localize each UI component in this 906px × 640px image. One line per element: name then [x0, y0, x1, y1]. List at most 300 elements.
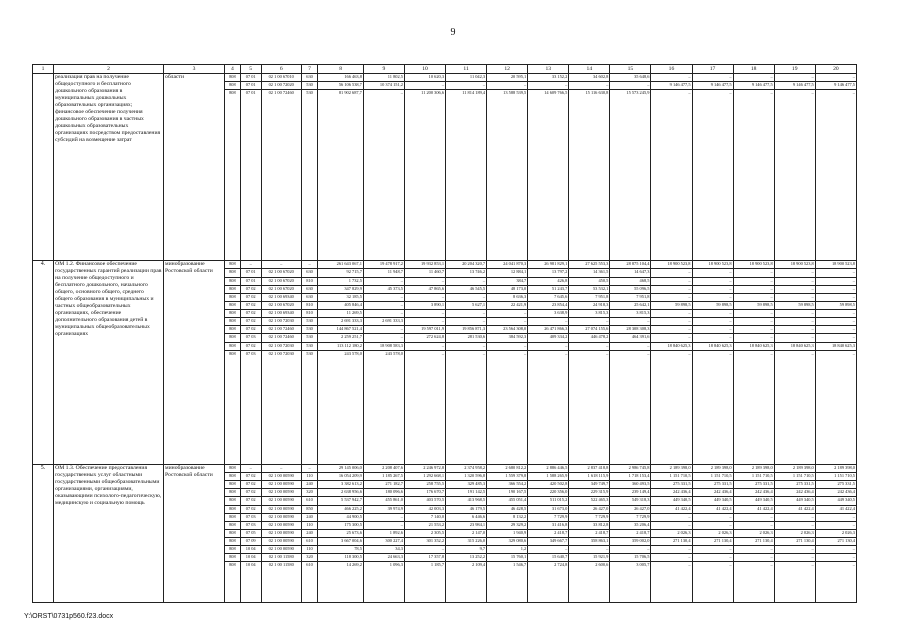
amount-cell: 405 846,4 [318, 301, 364, 309]
amount-cell: – [363, 310, 404, 318]
amount-cell: 1 892,6 [363, 529, 404, 537]
budget-code-cell: 530 [301, 342, 318, 350]
amount-cell: 1 151 710,5 [774, 472, 815, 480]
amount-cell: 1 292 668,1 [404, 472, 445, 480]
amount-cell: – [774, 546, 815, 554]
amount-cell: 56 106 538,7 [318, 82, 364, 90]
amount-cell: – [528, 342, 569, 350]
amount-cell: 175 300,5 [318, 521, 364, 529]
amount-cell: 18 900 523,8 [692, 261, 733, 269]
amount-cell: 15 706,5 [610, 554, 651, 562]
amount-cell: 522 465,3 [569, 497, 610, 505]
amount-cell: – [815, 293, 856, 301]
amount-cell: – [815, 269, 856, 277]
amount-cell: – [774, 277, 815, 285]
amount-cell: 2 147,0 [446, 529, 487, 537]
amount-cell: 39 974,9 [363, 505, 404, 513]
budget-code-cell: 808 [225, 546, 241, 554]
amount-cell: 359 002,0 [610, 538, 651, 546]
amount-cell: – [692, 562, 733, 603]
budget-code-cell: 530 [301, 334, 318, 342]
amount-cell: 281 530,6 [446, 334, 487, 342]
budget-code-cell: – [301, 464, 318, 472]
amount-cell: 23 984,1 [446, 521, 487, 529]
amount-cell: 59 898,5 [733, 301, 774, 309]
amount-cell: – [569, 342, 610, 350]
amount-cell: 1 559 379,8 [487, 472, 528, 480]
budget-code-cell: 810 [301, 310, 318, 318]
budget-code-cell: 808 [225, 521, 241, 529]
amount-cell: – [610, 342, 651, 350]
amount-cell: 449 340,5 [733, 497, 774, 505]
amount-cell: 449 340,5 [815, 497, 856, 505]
amount-cell: 2 600,6 [569, 562, 610, 603]
amount-cell: 33 812,8 [569, 521, 610, 529]
budget-code-cell: 07 02 [240, 293, 261, 301]
amount-cell: 7 729,9 [569, 513, 610, 521]
amount-cell: 275 331,5 [733, 481, 774, 489]
amount-cell: – [446, 293, 487, 301]
row-number: 4. [33, 261, 54, 465]
amount-cell: 6 446,6 [446, 513, 487, 521]
amount-cell: 9 146 477,5 [815, 82, 856, 90]
amount-cell: – [692, 554, 733, 562]
amount-cell: 18 840 625,3 [774, 342, 815, 350]
amount-cell: 23 564 308,0 [487, 326, 528, 334]
amount-cell: 426,8 [528, 277, 569, 285]
amount-cell: 384,7 [487, 277, 528, 285]
amount-cell: 2 691 333,3 [318, 318, 364, 326]
amount-cell: 28 875 104,4 [610, 261, 651, 269]
budget-code-cell: 240 [301, 481, 318, 489]
budget-code-cell: 808 [225, 562, 241, 603]
amount-cell: – [363, 90, 404, 261]
amount-cell: 2 026,3 [733, 529, 774, 537]
amount-cell: – [651, 318, 692, 326]
budget-code-cell: 808 [225, 261, 241, 269]
amount-cell: 24 663,3 [363, 554, 404, 562]
budget-code-cell: 02 1 00 72030 [261, 342, 301, 350]
budget-code-cell: 808 [225, 529, 241, 537]
amount-cell: 11 802,5 [363, 74, 404, 82]
amount-cell: 271 182,7 [363, 481, 404, 489]
amount-cell: 409 334,2 [528, 334, 569, 342]
amount-cell: 59 898,5 [774, 301, 815, 309]
budget-code-cell: 07 05 [240, 529, 261, 537]
amount-cell: – [651, 74, 692, 82]
amount-cell: – [363, 277, 404, 285]
budget-code-cell: 808 [225, 82, 241, 90]
amount-cell: 13 252,2 [446, 554, 487, 562]
amount-cell: 349 667,7 [528, 538, 569, 546]
amount-cell: 18 908 583,3 [363, 342, 404, 350]
budget-code-cell: – [261, 261, 301, 269]
amount-cell: 118 300,5 [318, 554, 364, 562]
amount-cell: 455 051,4 [487, 497, 528, 505]
amount-cell: 2 189 398,0 [733, 464, 774, 472]
amount-cell: – [363, 326, 404, 334]
amount-cell: – [692, 334, 733, 342]
amount-cell: – [692, 269, 733, 277]
budget-code-cell: 320 [301, 554, 318, 562]
amount-cell: 3 382 613,2 [318, 481, 364, 489]
amount-cell: 366 554,2 [487, 481, 528, 489]
amount-cell: – [651, 546, 692, 554]
amount-cell: 19 932 853,1 [404, 261, 445, 269]
budget-code-cell: 320 [301, 489, 318, 497]
amount-cell: – [651, 277, 692, 285]
amount-cell: – [774, 310, 815, 318]
amount-cell: – [733, 350, 774, 464]
amount-cell: 113 112 180,2 [318, 342, 364, 350]
amount-cell: 18 900 523,8 [815, 261, 856, 269]
amount-cell: 7 951,8 [569, 293, 610, 301]
amount-cell: 26 427,0 [610, 505, 651, 513]
amount-cell: 271 130,4 [774, 538, 815, 546]
amount-cell: – [487, 350, 528, 464]
amount-cell: – [774, 334, 815, 342]
column-number-cell: 6 [261, 65, 301, 74]
amount-cell: – [446, 82, 487, 90]
amount-cell: – [815, 562, 856, 603]
row-number [33, 74, 54, 261]
budget-code-cell: 808 [225, 74, 241, 82]
amount-cell: 1 320 596,8 [446, 472, 487, 480]
budget-code-cell: 808 [225, 334, 241, 342]
amount-cell: – [733, 334, 774, 342]
budget-code-cell: 02 1 00 72030 [261, 350, 301, 464]
budget-code-cell: 808 [225, 513, 241, 521]
budget-code-cell: 02 1 00 72020 [261, 82, 301, 90]
budget-code-cell: 02 1 00 00590 [261, 546, 301, 554]
amount-cell: 243 578,0 [318, 350, 364, 464]
amount-cell: 220 356,0 [528, 489, 569, 497]
amount-cell: 176 670,7 [404, 489, 445, 497]
amount-cell: – [774, 350, 815, 464]
budget-code-cell: 02 1 00 67020 [261, 285, 301, 293]
amount-cell: – [774, 90, 815, 261]
budget-code-cell: 110 [301, 521, 318, 529]
amount-cell: – [815, 521, 856, 529]
amount-cell: 1 151 710,5 [733, 472, 774, 480]
budget-code-cell: 02 1 00 00590 [261, 505, 301, 513]
budget-code-cell: 10 04 [240, 554, 261, 562]
responsible-executor: минобразование Ростовской области [164, 261, 225, 465]
amount-cell: 3 638,9 [528, 310, 569, 318]
amount-cell: – [733, 521, 774, 529]
amount-cell: – [733, 546, 774, 554]
column-number-cell: 3 [164, 65, 225, 74]
budget-code-cell: 02 1 00 00590 [261, 497, 301, 505]
amount-cell: 41 422,4 [692, 505, 733, 513]
amount-cell: 8 636,3 [487, 293, 528, 301]
amount-cell: – [610, 318, 651, 326]
amount-cell: – [733, 74, 774, 82]
budget-code-cell: 07 01 [240, 90, 261, 261]
budget-code-cell: 808 [225, 326, 241, 334]
amount-cell: 3 815,3 [610, 310, 651, 318]
budget-code-cell: 07 02 [240, 326, 261, 334]
budget-code-cell: 02 1 00 69340 [261, 293, 301, 301]
amount-cell: – [815, 90, 856, 261]
budget-table [32, 64, 857, 603]
amount-cell: – [774, 513, 815, 521]
budget-code-cell: 02 1 00 69340 [261, 310, 301, 318]
amount-cell: – [692, 277, 733, 285]
amount-cell: 1 732,5 [318, 277, 364, 285]
budget-code-cell: 07 02 [240, 497, 261, 505]
amount-cell: – [692, 285, 733, 293]
amount-cell: – [815, 554, 856, 562]
budget-code-cell: 240 [301, 513, 318, 521]
amount-cell: – [733, 554, 774, 562]
measure-name: ОМ 1.3. Обеспечение предоставления государственных услуг областными государственными общеобразовательными организациями, организациями, оказывающими психолого-педагогическую, медицинскую и социальную помощь [54, 464, 164, 603]
amount-cell: 18 840 625,3 [815, 342, 856, 350]
table-row [33, 74, 857, 82]
amount-cell: 358 863,1 [569, 538, 610, 546]
column-number-cell: 10 [404, 65, 445, 74]
amount-cell: – [569, 318, 610, 326]
amount-cell: 166 463,8 [318, 74, 364, 82]
amount-cell: – [692, 318, 733, 326]
budget-code-cell: 530 [301, 90, 318, 261]
amount-cell: 92 715,7 [318, 269, 364, 277]
budget-code-cell: 630 [301, 293, 318, 301]
amount-cell: 242 436,4 [651, 489, 692, 497]
amount-cell: 34 602,8 [569, 74, 610, 82]
amount-cell: 42 003,3 [404, 505, 445, 513]
amount-cell: 9 146 477,5 [774, 82, 815, 90]
budget-code-cell: 02 1 00 67020 [261, 277, 301, 285]
amount-cell: 11 200 306,6 [404, 90, 445, 261]
budget-code-cell: 808 [225, 90, 241, 261]
amount-cell: 10 620,3 [404, 74, 445, 82]
amount-cell: – [610, 82, 651, 90]
amount-cell: 190 167,5 [487, 489, 528, 497]
amount-cell: – [404, 318, 445, 326]
budget-code-cell: 02 1 00 00590 [261, 529, 301, 537]
budget-code-cell: 10 04 [240, 546, 261, 554]
amount-cell: 53 532,1 [569, 285, 610, 293]
amount-cell: – [363, 301, 404, 309]
budget-code-cell: 07 02 [240, 342, 261, 350]
amount-cell: 18 900 523,8 [651, 261, 692, 269]
amount-cell: 1 185,7 [404, 562, 445, 603]
amount-cell: – [733, 293, 774, 301]
amount-cell: – [363, 334, 404, 342]
amount-cell: 46 428,5 [487, 505, 528, 513]
amount-cell: 24 041 870,3 [487, 261, 528, 269]
amount-cell: 2 837 418,8 [569, 464, 610, 472]
budget-code-cell: 808 [225, 538, 241, 546]
amount-cell: – [774, 318, 815, 326]
amount-cell: 1 151 710,5 [815, 472, 856, 480]
budget-code-cell: 07 03 [240, 334, 261, 342]
amount-cell: – [651, 269, 692, 277]
budget-code-cell: 808 [225, 505, 241, 513]
amount-cell: 1 588 265,9 [528, 472, 569, 480]
budget-code-cell: 808 [225, 489, 241, 497]
amount-cell: – [774, 74, 815, 82]
measure-name: реализация прав на получение общедоступного и бесплатного дошкольного образования в муниципальных дошкольных образовательных организациях; финансовое обеспечение получения дошкольного образования в частных дошкольных образовательных организациях посредством предоставления субсидий на возмещение затрат [54, 74, 164, 261]
amount-cell: – [815, 310, 856, 318]
amount-cell: 35 206,4 [610, 521, 651, 529]
amount-cell: 3 005,7 [610, 562, 651, 603]
amount-cell: – [610, 350, 651, 464]
amount-cell: 449 340,5 [774, 497, 815, 505]
amount-cell: – [774, 554, 815, 562]
amount-cell: – [651, 334, 692, 342]
amount-cell: – [774, 285, 815, 293]
amount-cell: 20 204 320,7 [446, 261, 487, 269]
budget-code-cell: 808 [225, 350, 241, 464]
budget-code-cell: 07 09 [240, 538, 261, 546]
amount-cell: 349 749,7 [569, 481, 610, 489]
amount-cell: 315 226,0 [446, 538, 487, 546]
amount-cell: 2 418,7 [528, 529, 569, 537]
amount-cell: – [446, 350, 487, 464]
amount-cell: 81 902 687,7 [318, 90, 364, 261]
amount-cell: – [733, 90, 774, 261]
amount-cell: 14 647,3 [610, 269, 651, 277]
amount-cell: 2 691 333,3 [363, 318, 404, 326]
budget-code-cell: 02 1 00 72460 [261, 90, 301, 261]
footer-file-path: Y:\ORST\0731p560.f23.docx [24, 613, 114, 620]
amount-cell: – [487, 82, 528, 90]
amount-cell: 450,5 [569, 277, 610, 285]
amount-cell: – [487, 342, 528, 350]
amount-cell: – [774, 521, 815, 529]
budget-code-cell: – [261, 464, 301, 472]
page-number: 9 [450, 27, 456, 38]
amount-cell: 26 427,0 [569, 505, 610, 513]
amount-cell: 1 718 153,4 [610, 472, 651, 480]
amount-cell: – [651, 310, 692, 318]
amount-cell: – [692, 90, 733, 261]
amount-cell: – [404, 82, 445, 90]
budget-code-cell: 808 [225, 285, 241, 293]
amount-cell: 2 638 956,6 [318, 489, 364, 497]
amount-cell: 1 618 115,9 [569, 472, 610, 480]
amount-cell: 13 797,2 [528, 269, 569, 277]
amount-cell: 55 096,5 [610, 285, 651, 293]
budget-code-cell: 07 03 [240, 350, 261, 464]
budget-code-cell: 07 02 [240, 481, 261, 489]
amount-cell: 48 173,0 [487, 285, 528, 293]
budget-code-cell: 02 1 00 00590 [261, 538, 301, 546]
amount-cell: – [815, 318, 856, 326]
amount-cell: 41 422,4 [651, 505, 692, 513]
amount-cell: 17 357,8 [404, 554, 445, 562]
column-number-cell: 20 [815, 65, 856, 74]
amount-cell: – [692, 293, 733, 301]
amount-cell: – [528, 546, 569, 554]
amount-cell: – [569, 350, 610, 464]
amount-cell: 13 746,2 [446, 269, 487, 277]
amount-cell: – [815, 546, 856, 554]
amount-cell: – [733, 513, 774, 521]
amount-cell: 300 227,4 [363, 538, 404, 546]
amount-cell: 180 096,6 [363, 489, 404, 497]
measure-name: ОМ 1.2. Финансовое обеспечение государственных гарантий реализации прав на получение общедоступного и бесплатного дошкольного, начального общего, основного общего, среднего общего образования в муниципальных и частных общеобразовательных организациях, обеспечение дополнительного образования детей в муниципальных общеобразовательных организациях [54, 261, 164, 465]
budget-code-cell: – [240, 464, 261, 472]
amount-cell: 11 269,5 [318, 310, 364, 318]
amount-cell: 1 151 710,5 [692, 472, 733, 480]
amount-cell: 51 243,7 [528, 285, 569, 293]
table-row [33, 261, 857, 269]
budget-code-cell: 02 1 00 00590 [261, 481, 301, 489]
budget-code-cell: 808 [225, 269, 241, 277]
budget-code-cell: 02 1 00 72460 [261, 334, 301, 342]
budget-code-cell: 07 03 [240, 513, 261, 521]
column-number-cell: 2 [54, 65, 164, 74]
budget-code-cell: – [301, 261, 318, 269]
budget-code-cell: 02 1 00 00590 [261, 513, 301, 521]
column-number-cell: 9 [363, 65, 404, 74]
amount-cell: 15 573 245,9 [610, 90, 651, 261]
amount-cell: 59 898,5 [815, 301, 856, 309]
amount-cell: – [363, 293, 404, 301]
amount-cell: 21 553,2 [404, 521, 445, 529]
amount-cell: – [774, 293, 815, 301]
amount-cell: 360 493,5 [610, 481, 651, 489]
amount-cell: 2 189 398,0 [774, 464, 815, 472]
table-row [33, 464, 857, 472]
amount-cell: 258 755,5 [404, 481, 445, 489]
amount-cell: 5 627,1 [446, 301, 487, 309]
column-number-cell: 5 [240, 65, 261, 74]
column-number-cell: 13 [528, 65, 569, 74]
amount-cell: 2 259 251,7 [318, 334, 364, 342]
budget-code-cell: 07 02 [240, 318, 261, 326]
amount-cell: 275 331,5 [651, 481, 692, 489]
amount-cell: 329 080,6 [487, 538, 528, 546]
amount-cell: 413 968,5 [446, 497, 487, 505]
column-number-cell: 14 [569, 65, 610, 74]
amount-cell: – [651, 326, 692, 334]
amount-cell: 27 625 553,3 [569, 261, 610, 269]
amount-cell: – [446, 277, 487, 285]
amount-cell: 261 643 067,1 [318, 261, 364, 269]
amount-cell: 41 422,4 [733, 505, 774, 513]
amount-cell: 9 146 477,5 [733, 82, 774, 90]
amount-cell: 403 570,5 [404, 497, 445, 505]
amount-cell: – [733, 285, 774, 293]
budget-code-cell: 240 [301, 529, 318, 537]
budget-code-cell: 02 1 00 11580 [261, 554, 301, 562]
amount-cell: 7 645,6 [528, 293, 569, 301]
budget-code-cell: 630 [301, 285, 318, 293]
budget-code-cell: 808 [225, 464, 241, 472]
amount-cell: 2 109,4 [446, 562, 487, 603]
amount-cell: 16 054 209,9 [318, 472, 364, 480]
budget-code-cell: 610 [301, 497, 318, 505]
amount-cell: 23 854,4 [528, 301, 569, 309]
budget-code-cell: 808 [225, 342, 241, 350]
amount-cell: 446 478,2 [569, 334, 610, 342]
amount-cell: – [404, 350, 445, 464]
budget-code-cell: 07 02 [240, 489, 261, 497]
amount-cell: 35 648,6 [610, 74, 651, 82]
amount-cell: 59 898,5 [692, 301, 733, 309]
amount-cell: 22 421,9 [487, 301, 528, 309]
amount-cell: 275 331,5 [774, 481, 815, 489]
column-number-cell: 15 [610, 65, 651, 74]
budget-code-cell: 530 [301, 326, 318, 334]
amount-cell: 271 130,4 [651, 538, 692, 546]
responsible-executor: минобразование Ростовской области [164, 464, 225, 603]
column-number-row [33, 65, 857, 74]
